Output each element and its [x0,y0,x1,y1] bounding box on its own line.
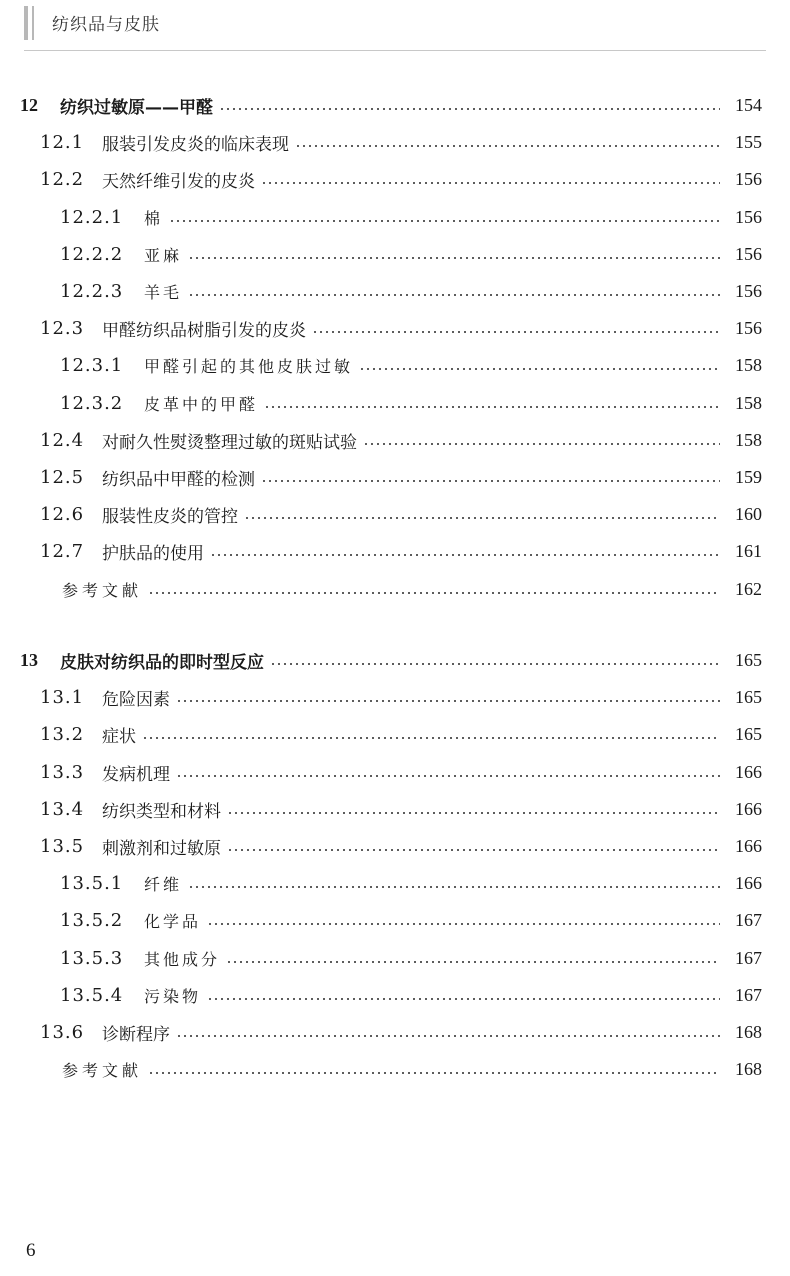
toc-subsection[interactable] [0,905,762,935]
dot-leader [244,517,720,519]
toc-page-number: 158 [735,392,762,413]
toc-number: 13.5.1 [60,872,124,894]
toc-number: 12.2 [40,168,85,190]
dot-leader [363,443,720,445]
dot-leader [359,368,720,370]
toc-title: 甲醛引起的其他皮肤过敏 [144,356,354,376]
toc-subsection[interactable] [0,239,762,269]
dot-leader [148,1072,720,1074]
toc-references[interactable] [0,574,762,604]
dot-leader [188,294,720,296]
toc-number: 13.1 [40,686,85,708]
toc-page-number: 156 [735,280,762,301]
dot-leader [227,849,720,851]
toc-page-number: 166 [735,872,762,893]
toc-section[interactable] [0,499,762,529]
toc-title: 污染物 [144,986,202,1006]
toc-title: 棉 [144,208,164,228]
toc-page-number: 156 [735,243,762,264]
toc-title: 服装引发皮炎的临床表现 [102,134,289,155]
running-header-title: 纺织品与皮肤 [52,15,160,35]
toc-page-number: 156 [735,317,762,338]
dot-leader [207,923,720,925]
toc-number: 13.6 [40,1021,85,1043]
toc-title: 参考文献 [62,1060,143,1080]
toc-number: 13.4 [40,798,85,820]
toc-number: 12.1 [40,131,85,153]
toc-section[interactable] [0,794,762,824]
dot-leader [169,220,720,222]
dot-leader [261,480,720,482]
dot-leader [176,700,720,702]
toc-page-number: 167 [735,984,762,1005]
toc-title: 纺织品中甲醛的检测 [102,469,255,490]
dot-leader [264,406,720,408]
toc-page-number: 167 [735,947,762,968]
toc-references[interactable] [0,1054,762,1084]
toc-title: 护肤品的使用 [102,543,204,564]
toc-section[interactable] [0,536,762,566]
toc-section[interactable] [0,719,762,749]
toc-title: 纺织过敏原——甲醛 [60,97,213,118]
toc-title: 纺织类型和材料 [102,801,221,822]
toc-subsection[interactable] [0,980,762,1010]
toc-subsection[interactable] [0,276,762,306]
toc-section[interactable] [0,682,762,712]
dot-leader [226,961,720,963]
toc-number: 13.3 [40,761,85,783]
header-rule [24,50,766,51]
toc-subsection[interactable] [0,350,762,380]
dot-leader [219,108,720,110]
toc-title: 症状 [102,726,136,747]
dot-leader [188,886,720,888]
toc-page-number: 166 [735,835,762,856]
toc-subsection[interactable] [0,388,762,418]
toc-number: 12.4 [40,429,85,451]
toc-title: 皮肤对纺织品的即时型反应 [60,652,264,673]
dot-leader [142,737,720,739]
toc-number: 12.2.1 [60,206,124,228]
toc-title: 纤维 [144,874,183,894]
toc-title: 诊断程序 [102,1024,170,1045]
toc-page-number: 160 [735,503,762,524]
toc-subsection[interactable] [0,943,762,973]
toc-number: 13.2 [40,723,85,745]
toc-title: 刺激剂和过敏原 [102,838,221,859]
toc-page-number: 158 [735,354,762,375]
toc-title: 化学品 [144,911,202,931]
toc-title: 其他成分 [144,949,221,969]
toc-section[interactable] [0,831,762,861]
toc-section[interactable] [0,462,762,492]
toc-page-number: 156 [735,206,762,227]
dot-leader [210,554,720,556]
toc-number: 12.3.2 [60,392,124,414]
header-decoration [24,6,40,40]
toc-section[interactable] [0,757,762,787]
toc-number: 12.6 [40,503,85,525]
toc-page-number: 166 [735,761,762,782]
toc-section[interactable] [0,425,762,455]
toc-page-number: 165 [735,723,762,744]
toc-number: 12.3 [40,317,85,339]
toc-number: 13.5.4 [60,984,124,1006]
toc-page-number: 154 [735,94,762,115]
toc-title: 甲醛纺织品树脂引发的皮炎 [102,320,306,341]
toc-section[interactable] [0,313,762,343]
toc-title: 危险因素 [102,689,170,710]
toc-title: 参考文献 [62,580,143,600]
toc-number: 12.3.1 [60,354,124,376]
toc-number: 13 [20,649,38,670]
toc-section[interactable] [0,1017,762,1047]
toc-page-number: 166 [735,798,762,819]
toc-number: 13.5.2 [60,909,124,931]
toc-page-number: 168 [735,1021,762,1042]
dot-leader [270,663,720,665]
toc-subsection[interactable] [0,202,762,232]
toc-title: 对耐久性熨烫整理过敏的斑贴试验 [102,432,357,453]
toc-title: 皮革中的甲醛 [144,394,259,414]
toc-chapter[interactable] [0,645,762,675]
toc-number: 12.2.3 [60,280,124,302]
toc-title: 天然纤维引发的皮炎 [102,171,255,192]
toc-number: 13.5 [40,835,85,857]
toc-page-number: 155 [735,131,762,152]
dot-leader [295,145,720,147]
dot-leader [312,331,720,333]
toc-number: 12.5 [40,466,85,488]
toc-page-number: 161 [735,540,762,561]
toc-number: 12.7 [40,540,85,562]
dot-leader [207,998,720,1000]
dot-leader [176,1035,720,1037]
toc-page-number: 167 [735,909,762,930]
toc-title: 羊毛 [144,282,183,302]
toc-number: 12.2.2 [60,243,124,265]
toc-page-number: 162 [735,578,762,599]
toc-title: 发病机理 [102,764,170,785]
toc-page-number: 159 [735,466,762,487]
toc-title: 服装性皮炎的管控 [102,506,238,527]
toc-number: 12 [20,94,38,115]
toc-title: 亚麻 [144,245,183,265]
toc-number: 13.5.3 [60,947,124,969]
toc-chapter[interactable] [0,90,762,120]
dot-leader [176,775,720,777]
dot-leader [227,812,720,814]
toc-page-number: 165 [735,686,762,707]
toc-subsection[interactable] [0,868,762,898]
toc-section[interactable] [0,127,762,157]
dot-leader [188,257,720,259]
toc-page-number: 158 [735,429,762,450]
toc-page-number: 156 [735,168,762,189]
toc-page-number: 168 [735,1058,762,1079]
dot-leader [261,182,720,184]
toc-page-number: 165 [735,649,762,670]
running-header [0,0,790,52]
toc-section[interactable] [0,164,762,194]
page-number: 6 [26,1240,36,1261]
dot-leader [148,592,720,594]
